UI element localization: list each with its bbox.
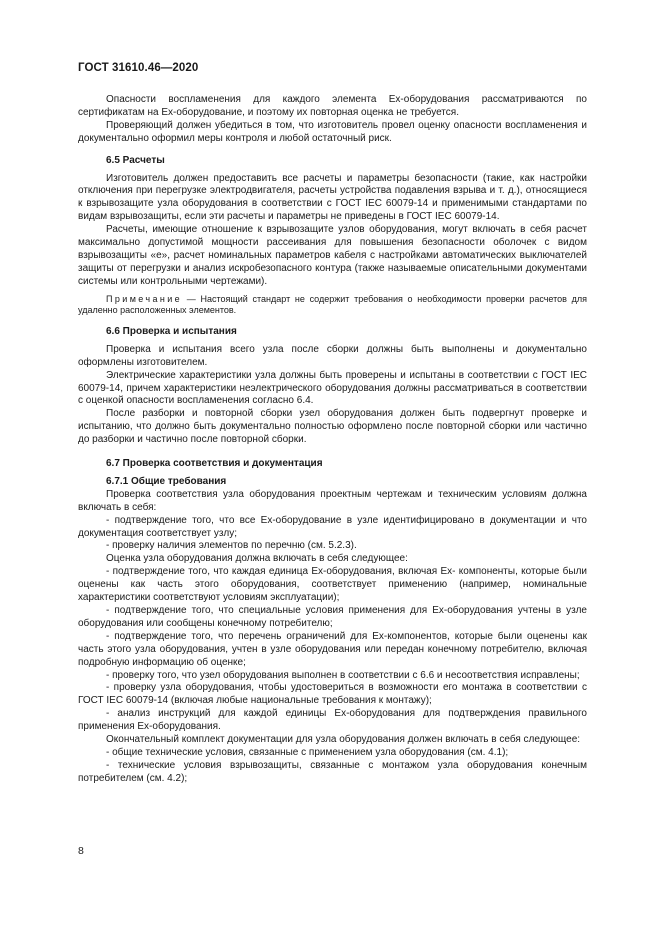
document-header: ГОСТ 31610.46—2020	[78, 62, 199, 74]
list-item: - подтверждение того, что каждая единица Ex-оборудования, включая Ex- компоненты, которые были оценены как часть этого оборудования, соответствует применению (например, номинальные характеристики соответствуют условиям эксплуатации);	[78, 566, 587, 604]
paragraph: После разборки и повторной сборки узел оборудования должен быть подвергнут проверке и испытанию, что должно быть документально полностью оформлено после повторной сборки или частично до разборки и частично после повторной сборки.	[78, 408, 587, 446]
paragraph: Опасности воспламенения для каждого элемента Ex-оборудования рассматриваются по сертификатам на Ex-оборудование, и поэтому их повторная оценка не требуется.	[78, 94, 587, 118]
document-body	[78, 94, 587, 786]
list-item: - подтверждение того, что перечень ограничений для Ex-компонентов, которые были оценены как часть этого узла оборудования, учтен в узле оборудования или передан конечному потребителю, включая подробную информацию об оценке;	[78, 630, 587, 668]
list-item: - подтверждение того, что специальные условия применения для Ex-оборудования учтены в узле оборудования или сообщены конечному потребителю;	[78, 605, 587, 629]
paragraph: Изготовитель должен предоставить все расчеты и параметры безопасности (такие, как настройки отключения при перегрузке электродвигателя, расчеты устройства подавления взрыва и т. д.), относящиеся к взрывозащите узла оборудования в соответствии с ГОСТ IEC 60079-14 и применимыми стандартами по видам взрывозащиты, если эти расчеты и параметры не приведены в ГОСТ IEC 60079-14.	[78, 172, 587, 223]
page-number: 8	[78, 845, 84, 857]
paragraph: Расчеты, имеющие отношение к взрывозащите узлов оборудования, могут включать в себя расчет максимально допустимой мощности рассеивания для повышения безопасности оболочек с видом взрывозащиты «е», расчет номинальных параметров кабеля с настройками автоматических выключателей защиты от перегрузки и анализ искробезопасного контура (также называемые описательными документами системы или контрольными чертежами).	[78, 224, 587, 287]
list-item: - проверку узла оборудования, чтобы удостовериться в возможности его монтажа в соответствии с ГОСТ IEC 60079-14 (включая любые национальные требования к монтажу);	[78, 682, 587, 707]
paragraph: Проверка соответствия узла оборудования проектным чертежам и техническим условиям должна включать в себя:	[78, 488, 587, 513]
list-item: - проверку наличия элементов по перечню (см. 5.2.3).	[106, 540, 357, 552]
subsection-heading-6-7-1: 6.7.1 Общие требования	[106, 475, 227, 487]
paragraph: Электрические характеристики узла должны быть проверены и испытаны в соответствии с ГОСТ IEC 60079-14, причем характеристики неэлектрического оборудования должны рассматриваться в соответствии с оценкой опасности воспламенения согласно 6.4.	[78, 369, 587, 407]
list-item: - общие технические условия, связанные с применением узла оборудования (см. 4.1);	[106, 746, 509, 758]
note-label: Примечание	[106, 293, 183, 304]
paragraph: Проверяющий должен убедиться в том, что изготовитель провел оценку опасности воспламенения и документально оформил меры контроля и любой остаточный риск.	[78, 119, 587, 144]
paragraph: Окончательный комплект документации для узла оборудования должен включать в себя следующее:	[106, 734, 581, 746]
note	[78, 294, 587, 317]
list-item: - проверку того, что узел оборудования выполнен в соответствии с 6.6 и несоответствия исправлены;	[106, 669, 580, 681]
section-heading-6-7: 6.7 Проверка соответствия и документация	[106, 458, 323, 470]
section-heading-6-5: 6.5 Расчеты	[106, 154, 165, 166]
list-item: - технические условия взрывозащиты, связанные с монтажом узла оборудования конечным потребителем (см. 4.2);	[78, 759, 587, 784]
note-text: — Настоящий стандарт не содержит требования о необходимости проверки расчетов для удаленно расположенных элементов.	[78, 293, 587, 316]
list-item: - подтверждение того, что все Ex-оборудование в узле идентифицировано в документации и что документация соответствует узлу;	[78, 514, 587, 539]
paragraph: Оценка узла оборудования должна включать в себя следующее:	[106, 553, 408, 565]
list-item: - анализ инструкций для каждой единицы Ex-оборудования для подтверждения правильного применения Ex-оборудования.	[78, 708, 587, 733]
paragraph: Проверка и испытания всего узла после сборки должны быть выполнены и документально оформлены изготовителем.	[78, 343, 587, 368]
section-heading-6-6: 6.6 Проверка и испытания	[106, 325, 237, 337]
